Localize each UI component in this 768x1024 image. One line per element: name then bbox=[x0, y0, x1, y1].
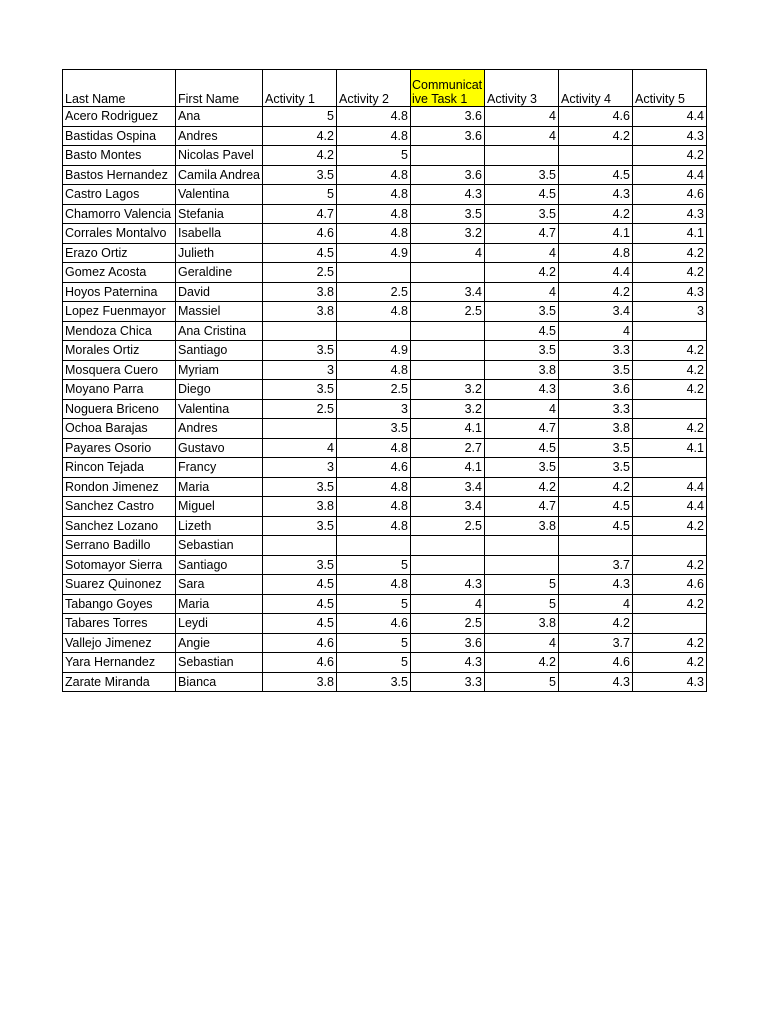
cell-activity-3[interactable]: 4 bbox=[485, 243, 559, 263]
cell-activity-3[interactable]: 4 bbox=[485, 282, 559, 302]
cell-last-name[interactable]: Castro Lagos bbox=[63, 185, 176, 205]
cell-activity-5[interactable]: 4.2 bbox=[633, 341, 707, 361]
cell-last-name[interactable]: Bastidas Ospina bbox=[63, 126, 176, 146]
cell-first-name[interactable]: Lizeth bbox=[176, 516, 263, 536]
table-row bbox=[63, 204, 707, 224]
cell-activity-4[interactable]: 4.3 bbox=[559, 672, 633, 692]
cell-last-name[interactable]: Mosquera Cuero bbox=[63, 360, 176, 380]
header-row bbox=[63, 70, 707, 107]
cell-activity-2[interactable]: 3.5 bbox=[337, 672, 411, 692]
cell-activity-1[interactable]: 4 bbox=[263, 438, 337, 458]
cell-activity-2[interactable]: 4.8 bbox=[337, 126, 411, 146]
cell-communicative-task-1[interactable] bbox=[411, 555, 485, 575]
cell-activity-2[interactable]: 4.8 bbox=[337, 516, 411, 536]
cell-activity-3[interactable]: 3.5 bbox=[485, 302, 559, 322]
cell-activity-2[interactable]: 5 bbox=[337, 633, 411, 653]
cell-activity-4[interactable]: 4.3 bbox=[559, 575, 633, 595]
table-row bbox=[63, 536, 707, 556]
cell-communicative-task-1[interactable]: 3.6 bbox=[411, 126, 485, 146]
cell-last-name[interactable]: Noguera Briceno bbox=[63, 399, 176, 419]
cell-last-name[interactable]: Moyano Parra bbox=[63, 380, 176, 400]
cell-activity-3[interactable]: 3.8 bbox=[485, 360, 559, 380]
cell-first-name[interactable]: Valentina bbox=[176, 185, 263, 205]
cell-activity-1[interactable]: 4.6 bbox=[263, 224, 337, 244]
cell-activity-5[interactable]: 4.4 bbox=[633, 477, 707, 497]
cell-activity-2[interactable]: 4.6 bbox=[337, 614, 411, 634]
cell-communicative-task-1[interactable] bbox=[411, 360, 485, 380]
cell-communicative-task-1[interactable]: 3.2 bbox=[411, 224, 485, 244]
cell-activity-1[interactable] bbox=[263, 321, 337, 341]
cell-activity-2[interactable]: 4.9 bbox=[337, 243, 411, 263]
cell-last-name[interactable]: Suarez Quinonez bbox=[63, 575, 176, 595]
table-row bbox=[63, 263, 707, 283]
table-row bbox=[63, 321, 707, 341]
cell-activity-4[interactable]: 4.2 bbox=[559, 477, 633, 497]
cell-activity-5[interactable] bbox=[633, 458, 707, 478]
cell-last-name[interactable]: Ochoa Barajas bbox=[63, 419, 176, 439]
cell-activity-4[interactable]: 4.2 bbox=[559, 204, 633, 224]
cell-last-name[interactable]: Sotomayor Sierra bbox=[63, 555, 176, 575]
table-body bbox=[63, 107, 707, 692]
cell-activity-4[interactable]: 4.5 bbox=[559, 165, 633, 185]
cell-activity-2[interactable]: 5 bbox=[337, 555, 411, 575]
table-row bbox=[63, 477, 707, 497]
cell-activity-2[interactable]: 2.5 bbox=[337, 282, 411, 302]
cell-activity-1[interactable]: 5 bbox=[263, 185, 337, 205]
table-row bbox=[63, 243, 707, 263]
cell-activity-4[interactable]: 3.7 bbox=[559, 633, 633, 653]
cell-activity-4[interactable] bbox=[559, 536, 633, 556]
cell-activity-5[interactable]: 4.3 bbox=[633, 282, 707, 302]
cell-activity-3[interactable]: 5 bbox=[485, 672, 559, 692]
cell-activity-3[interactable]: 3.5 bbox=[485, 458, 559, 478]
cell-activity-2[interactable]: 4.8 bbox=[337, 438, 411, 458]
cell-activity-5[interactable]: 4.4 bbox=[633, 165, 707, 185]
cell-activity-5[interactable]: 4.2 bbox=[633, 146, 707, 166]
cell-activity-1[interactable]: 4.5 bbox=[263, 575, 337, 595]
cell-activity-5[interactable]: 4.3 bbox=[633, 204, 707, 224]
cell-activity-1[interactable]: 3.5 bbox=[263, 516, 337, 536]
cell-last-name[interactable]: Vallejo Jimenez bbox=[63, 633, 176, 653]
cell-first-name[interactable]: Leydi bbox=[176, 614, 263, 634]
cell-communicative-task-1[interactable] bbox=[411, 536, 485, 556]
cell-communicative-task-1[interactable]: 3.6 bbox=[411, 165, 485, 185]
cell-activity-2[interactable]: 4.6 bbox=[337, 458, 411, 478]
cell-activity-3[interactable]: 4 bbox=[485, 126, 559, 146]
cell-last-name[interactable]: Mendoza Chica bbox=[63, 321, 176, 341]
cell-first-name[interactable]: Maria bbox=[176, 594, 263, 614]
cell-communicative-task-1[interactable] bbox=[411, 146, 485, 166]
cell-activity-4[interactable]: 4.6 bbox=[559, 653, 633, 673]
cell-activity-1[interactable]: 3.8 bbox=[263, 302, 337, 322]
cell-activity-4[interactable]: 4.1 bbox=[559, 224, 633, 244]
header-first-name[interactable]: First Name bbox=[176, 70, 263, 107]
cell-activity-2[interactable]: 2.5 bbox=[337, 380, 411, 400]
cell-activity-5[interactable]: 4.2 bbox=[633, 263, 707, 283]
cell-activity-2[interactable]: 4.8 bbox=[337, 165, 411, 185]
cell-activity-4[interactable]: 4.5 bbox=[559, 516, 633, 536]
cell-activity-3[interactable]: 4 bbox=[485, 633, 559, 653]
cell-activity-3[interactable]: 5 bbox=[485, 594, 559, 614]
cell-activity-2[interactable]: 4.8 bbox=[337, 185, 411, 205]
cell-communicative-task-1[interactable]: 4.3 bbox=[411, 653, 485, 673]
table-row bbox=[63, 341, 707, 361]
cell-activity-2[interactable]: 4.8 bbox=[337, 107, 411, 127]
cell-activity-1[interactable]: 4.5 bbox=[263, 594, 337, 614]
table-row bbox=[63, 497, 707, 517]
cell-activity-3[interactable]: 4.2 bbox=[485, 477, 559, 497]
cell-activity-2[interactable]: 4.8 bbox=[337, 224, 411, 244]
cell-activity-2[interactable]: 4.8 bbox=[337, 204, 411, 224]
cell-first-name[interactable]: Sebastian bbox=[176, 653, 263, 673]
cell-activity-5[interactable]: 4.2 bbox=[633, 419, 707, 439]
cell-activity-5[interactable]: 4.2 bbox=[633, 243, 707, 263]
table-row bbox=[63, 107, 707, 127]
cell-activity-5[interactable]: 4.2 bbox=[633, 653, 707, 673]
cell-communicative-task-1[interactable]: 2.7 bbox=[411, 438, 485, 458]
cell-activity-4[interactable]: 3.5 bbox=[559, 360, 633, 380]
cell-activity-4[interactable]: 4.6 bbox=[559, 107, 633, 127]
table-row bbox=[63, 594, 707, 614]
cell-activity-4[interactable]: 4.5 bbox=[559, 497, 633, 517]
cell-first-name[interactable]: Andres bbox=[176, 419, 263, 439]
cell-activity-4[interactable]: 3.5 bbox=[559, 438, 633, 458]
cell-activity-4[interactable]: 3.3 bbox=[559, 399, 633, 419]
cell-communicative-task-1[interactable]: 3.5 bbox=[411, 204, 485, 224]
cell-activity-3[interactable]: 3.8 bbox=[485, 614, 559, 634]
cell-activity-2[interactable]: 3.5 bbox=[337, 419, 411, 439]
cell-activity-5[interactable]: 4.2 bbox=[633, 380, 707, 400]
cell-activity-3[interactable]: 4.7 bbox=[485, 224, 559, 244]
table-row bbox=[63, 126, 707, 146]
cell-communicative-task-1[interactable]: 3.3 bbox=[411, 672, 485, 692]
cell-activity-2[interactable]: 4.8 bbox=[337, 302, 411, 322]
header-activity-3[interactable]: Activity 3 bbox=[485, 70, 559, 107]
cell-last-name[interactable]: Gomez Acosta bbox=[63, 263, 176, 283]
table-row bbox=[63, 438, 707, 458]
cell-activity-3[interactable]: 3.5 bbox=[485, 165, 559, 185]
cell-first-name[interactable]: Myriam bbox=[176, 360, 263, 380]
cell-activity-4[interactable]: 3.6 bbox=[559, 380, 633, 400]
table-row bbox=[63, 302, 707, 322]
cell-communicative-task-1[interactable]: 3.6 bbox=[411, 633, 485, 653]
table-row bbox=[63, 516, 707, 536]
cell-communicative-task-1[interactable] bbox=[411, 341, 485, 361]
cell-first-name[interactable]: Diego bbox=[176, 380, 263, 400]
cell-activity-3[interactable]: 4.2 bbox=[485, 653, 559, 673]
cell-activity-5[interactable]: 4.1 bbox=[633, 224, 707, 244]
cell-communicative-task-1[interactable] bbox=[411, 263, 485, 283]
cell-activity-1[interactable]: 2.5 bbox=[263, 263, 337, 283]
cell-activity-5[interactable]: 4.2 bbox=[633, 360, 707, 380]
cell-activity-1[interactable]: 3.5 bbox=[263, 555, 337, 575]
cell-activity-4[interactable]: 4.3 bbox=[559, 185, 633, 205]
cell-last-name[interactable]: Serrano Badillo bbox=[63, 536, 176, 556]
cell-activity-4[interactable]: 4.2 bbox=[559, 282, 633, 302]
cell-activity-5[interactable]: 4.4 bbox=[633, 497, 707, 517]
header-activity-5[interactable]: Activity 5 bbox=[633, 70, 707, 107]
cell-activity-2[interactable]: 4.8 bbox=[337, 497, 411, 517]
cell-activity-1[interactable]: 3 bbox=[263, 458, 337, 478]
cell-communicative-task-1[interactable]: 3.2 bbox=[411, 380, 485, 400]
cell-first-name[interactable]: Francy bbox=[176, 458, 263, 478]
cell-activity-3[interactable]: 3.5 bbox=[485, 204, 559, 224]
cell-activity-2[interactable]: 3 bbox=[337, 399, 411, 419]
cell-activity-3[interactable] bbox=[485, 536, 559, 556]
cell-first-name[interactable]: Camila Andrea bbox=[176, 165, 263, 185]
cell-activity-3[interactable]: 4.5 bbox=[485, 321, 559, 341]
cell-activity-2[interactable]: 4.8 bbox=[337, 360, 411, 380]
cell-first-name[interactable]: Miguel bbox=[176, 497, 263, 517]
cell-activity-1[interactable]: 2.5 bbox=[263, 399, 337, 419]
cell-communicative-task-1[interactable]: 2.5 bbox=[411, 614, 485, 634]
cell-activity-1[interactable]: 4.2 bbox=[263, 146, 337, 166]
cell-activity-5[interactable]: 4.2 bbox=[633, 516, 707, 536]
cell-last-name[interactable]: Rondon Jimenez bbox=[63, 477, 176, 497]
cell-last-name[interactable]: Yara Hernandez bbox=[63, 653, 176, 673]
cell-activity-3[interactable]: 4.5 bbox=[485, 185, 559, 205]
cell-first-name[interactable]: Ana bbox=[176, 107, 263, 127]
cell-last-name[interactable]: Acero Rodriguez bbox=[63, 107, 176, 127]
table-row bbox=[63, 555, 707, 575]
cell-activity-2[interactable]: 5 bbox=[337, 594, 411, 614]
cell-activity-2[interactable] bbox=[337, 263, 411, 283]
cell-activity-1[interactable]: 3.8 bbox=[263, 672, 337, 692]
cell-activity-1[interactable]: 4.6 bbox=[263, 653, 337, 673]
cell-activity-4[interactable]: 3.4 bbox=[559, 302, 633, 322]
cell-activity-2[interactable]: 4.9 bbox=[337, 341, 411, 361]
header-activity-2[interactable]: Activity 2 bbox=[337, 70, 411, 107]
cell-activity-5[interactable]: 4.3 bbox=[633, 126, 707, 146]
cell-activity-5[interactable]: 4.6 bbox=[633, 185, 707, 205]
cell-communicative-task-1[interactable]: 2.5 bbox=[411, 302, 485, 322]
cell-activity-1[interactable]: 4.7 bbox=[263, 204, 337, 224]
cell-first-name[interactable]: Santiago bbox=[176, 555, 263, 575]
cell-first-name[interactable]: Ana Cristina bbox=[176, 321, 263, 341]
cell-activity-4[interactable]: 3.8 bbox=[559, 419, 633, 439]
table-row bbox=[63, 360, 707, 380]
cell-activity-1[interactable]: 3.8 bbox=[263, 497, 337, 517]
cell-last-name[interactable]: Lopez Fuenmayor bbox=[63, 302, 176, 322]
cell-first-name[interactable]: Nicolas Pavel bbox=[176, 146, 263, 166]
cell-activity-5[interactable]: 4.2 bbox=[633, 594, 707, 614]
cell-activity-1[interactable] bbox=[263, 536, 337, 556]
cell-last-name[interactable]: Sanchez Lozano bbox=[63, 516, 176, 536]
table-row bbox=[63, 653, 707, 673]
cell-activity-2[interactable]: 5 bbox=[337, 653, 411, 673]
table-row bbox=[63, 633, 707, 653]
table-row bbox=[63, 282, 707, 302]
table-row bbox=[63, 575, 707, 595]
cell-activity-4[interactable]: 4.2 bbox=[559, 614, 633, 634]
cell-activity-4[interactable]: 4.8 bbox=[559, 243, 633, 263]
header-activity-1[interactable]: Activity 1 bbox=[263, 70, 337, 107]
cell-activity-1[interactable]: 5 bbox=[263, 107, 337, 127]
cell-last-name[interactable]: Erazo Ortiz bbox=[63, 243, 176, 263]
cell-last-name[interactable]: Zarate Miranda bbox=[63, 672, 176, 692]
cell-activity-5[interactable]: 4.2 bbox=[633, 633, 707, 653]
cell-activity-2[interactable]: 4.8 bbox=[337, 575, 411, 595]
cell-communicative-task-1[interactable]: 4.3 bbox=[411, 575, 485, 595]
cell-activity-1[interactable]: 3.8 bbox=[263, 282, 337, 302]
cell-communicative-task-1[interactable]: 4.1 bbox=[411, 419, 485, 439]
cell-first-name[interactable]: Stefania bbox=[176, 204, 263, 224]
cell-communicative-task-1[interactable]: 4 bbox=[411, 243, 485, 263]
cell-activity-5[interactable]: 4.3 bbox=[633, 672, 707, 692]
cell-activity-3[interactable]: 4.7 bbox=[485, 497, 559, 517]
table-row bbox=[63, 224, 707, 244]
cell-first-name[interactable]: Massiel bbox=[176, 302, 263, 322]
cell-activity-4[interactable]: 3.7 bbox=[559, 555, 633, 575]
cell-activity-3[interactable]: 3.5 bbox=[485, 341, 559, 361]
cell-activity-3[interactable]: 4.7 bbox=[485, 419, 559, 439]
cell-first-name[interactable]: Valentina bbox=[176, 399, 263, 419]
table-row bbox=[63, 165, 707, 185]
cell-last-name[interactable]: Hoyos Paternina bbox=[63, 282, 176, 302]
cell-activity-2[interactable] bbox=[337, 321, 411, 341]
cell-communicative-task-1[interactable]: 4 bbox=[411, 594, 485, 614]
header-activity-4[interactable]: Activity 4 bbox=[559, 70, 633, 107]
table-row bbox=[63, 458, 707, 478]
cell-activity-1[interactable]: 4.5 bbox=[263, 243, 337, 263]
cell-activity-5[interactable] bbox=[633, 614, 707, 634]
cell-last-name[interactable]: Rincon Tejada bbox=[63, 458, 176, 478]
cell-communicative-task-1[interactable]: 3.2 bbox=[411, 399, 485, 419]
cell-activity-5[interactable]: 4.2 bbox=[633, 555, 707, 575]
cell-communicative-task-1[interactable]: 4.1 bbox=[411, 458, 485, 478]
cell-last-name[interactable]: Payares Osorio bbox=[63, 438, 176, 458]
cell-activity-4[interactable]: 3.5 bbox=[559, 458, 633, 478]
cell-activity-5[interactable]: 4.6 bbox=[633, 575, 707, 595]
cell-activity-3[interactable]: 5 bbox=[485, 575, 559, 595]
cell-last-name[interactable]: Basto Montes bbox=[63, 146, 176, 166]
cell-first-name[interactable]: Isabella bbox=[176, 224, 263, 244]
cell-activity-4[interactable]: 4 bbox=[559, 594, 633, 614]
cell-communicative-task-1[interactable]: 4.3 bbox=[411, 185, 485, 205]
cell-activity-1[interactable]: 3.5 bbox=[263, 341, 337, 361]
cell-communicative-task-1[interactable]: 3.6 bbox=[411, 107, 485, 127]
cell-activity-1[interactable]: 3.5 bbox=[263, 477, 337, 497]
cell-activity-3[interactable]: 4.2 bbox=[485, 263, 559, 283]
cell-activity-4[interactable] bbox=[559, 146, 633, 166]
table-row bbox=[63, 185, 707, 205]
cell-communicative-task-1[interactable]: 3.4 bbox=[411, 497, 485, 517]
cell-communicative-task-1[interactable]: 2.5 bbox=[411, 516, 485, 536]
cell-activity-5[interactable]: 4.4 bbox=[633, 107, 707, 127]
cell-first-name[interactable]: Sebastian bbox=[176, 536, 263, 556]
cell-last-name[interactable]: Morales Ortiz bbox=[63, 341, 176, 361]
header-communicative-task-1[interactable]: Communicative Task 1 bbox=[411, 70, 485, 107]
cell-activity-4[interactable]: 4.2 bbox=[559, 126, 633, 146]
cell-first-name[interactable]: Angie bbox=[176, 633, 263, 653]
cell-activity-1[interactable]: 3 bbox=[263, 360, 337, 380]
cell-first-name[interactable]: Santiago bbox=[176, 341, 263, 361]
table-row bbox=[63, 146, 707, 166]
cell-first-name[interactable]: Maria bbox=[176, 477, 263, 497]
cell-activity-5[interactable]: 3 bbox=[633, 302, 707, 322]
cell-activity-3[interactable]: 4.3 bbox=[485, 380, 559, 400]
table-row bbox=[63, 380, 707, 400]
cell-first-name[interactable]: Geraldine bbox=[176, 263, 263, 283]
cell-activity-4[interactable]: 4.4 bbox=[559, 263, 633, 283]
cell-activity-3[interactable]: 3.8 bbox=[485, 516, 559, 536]
cell-first-name[interactable]: David bbox=[176, 282, 263, 302]
cell-activity-3[interactable] bbox=[485, 555, 559, 575]
cell-activity-3[interactable]: 4 bbox=[485, 399, 559, 419]
cell-activity-1[interactable]: 4.2 bbox=[263, 126, 337, 146]
cell-activity-1[interactable]: 4.5 bbox=[263, 614, 337, 634]
cell-activity-1[interactable]: 4.6 bbox=[263, 633, 337, 653]
cell-activity-2[interactable] bbox=[337, 536, 411, 556]
cell-activity-3[interactable]: 4 bbox=[485, 107, 559, 127]
cell-activity-5[interactable] bbox=[633, 321, 707, 341]
cell-activity-1[interactable]: 3.5 bbox=[263, 165, 337, 185]
cell-activity-2[interactable]: 5 bbox=[337, 146, 411, 166]
cell-first-name[interactable]: Andres bbox=[176, 126, 263, 146]
cell-communicative-task-1[interactable]: 3.4 bbox=[411, 477, 485, 497]
cell-last-name[interactable]: Bastos Hernandez bbox=[63, 165, 176, 185]
cell-activity-5[interactable] bbox=[633, 399, 707, 419]
cell-activity-3[interactable] bbox=[485, 146, 559, 166]
cell-last-name[interactable]: Tabango Goyes bbox=[63, 594, 176, 614]
cell-activity-1[interactable]: 3.5 bbox=[263, 380, 337, 400]
table-row bbox=[63, 399, 707, 419]
cell-last-name[interactable]: Corrales Montalvo bbox=[63, 224, 176, 244]
cell-first-name[interactable]: Gustavo bbox=[176, 438, 263, 458]
cell-activity-2[interactable]: 4.8 bbox=[337, 477, 411, 497]
cell-activity-5[interactable] bbox=[633, 536, 707, 556]
cell-activity-1[interactable] bbox=[263, 419, 337, 439]
header-last-name[interactable]: Last Name bbox=[63, 70, 176, 107]
cell-activity-4[interactable]: 4 bbox=[559, 321, 633, 341]
cell-first-name[interactable]: Julieth bbox=[176, 243, 263, 263]
cell-activity-4[interactable]: 3.3 bbox=[559, 341, 633, 361]
cell-activity-3[interactable]: 4.5 bbox=[485, 438, 559, 458]
cell-communicative-task-1[interactable] bbox=[411, 321, 485, 341]
cell-last-name[interactable]: Sanchez Castro bbox=[63, 497, 176, 517]
table-row bbox=[63, 419, 707, 439]
cell-last-name[interactable]: Chamorro Valencia bbox=[63, 204, 176, 224]
table-row bbox=[63, 672, 707, 692]
cell-activity-5[interactable]: 4.1 bbox=[633, 438, 707, 458]
grades-table bbox=[62, 69, 707, 692]
cell-last-name[interactable]: Tabares Torres bbox=[63, 614, 176, 634]
cell-first-name[interactable]: Bianca bbox=[176, 672, 263, 692]
cell-first-name[interactable]: Sara bbox=[176, 575, 263, 595]
cell-communicative-task-1[interactable]: 3.4 bbox=[411, 282, 485, 302]
table-row bbox=[63, 614, 707, 634]
